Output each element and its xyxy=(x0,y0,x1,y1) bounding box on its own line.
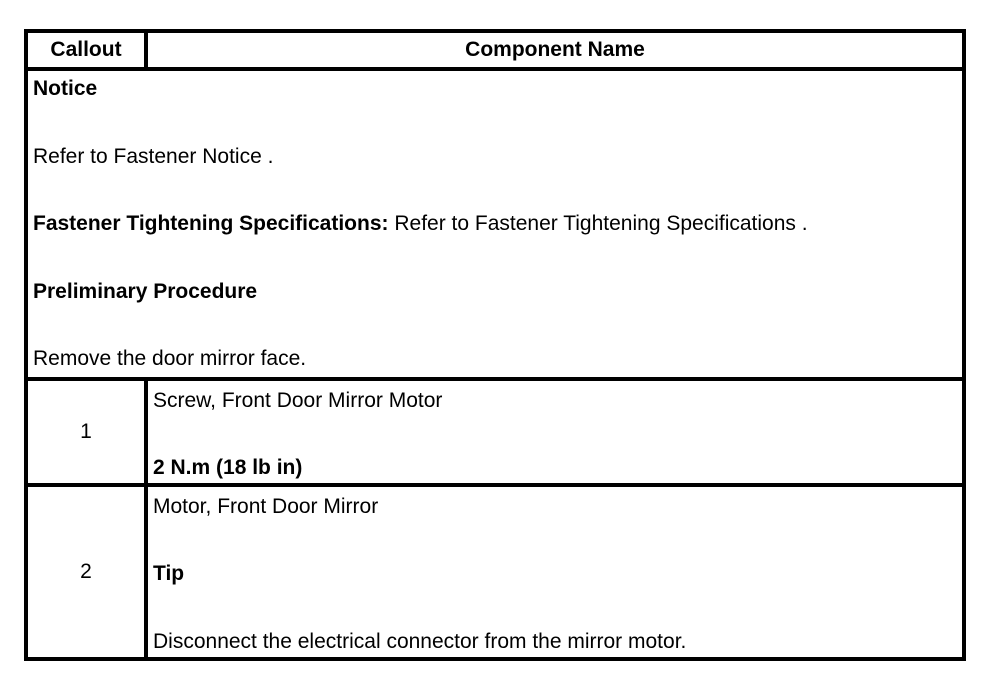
tip-text: Disconnect the electrical connector from the mirror motor. xyxy=(153,630,687,653)
notice-text: Refer to Fastener Notice . xyxy=(33,145,274,168)
notice-cell xyxy=(26,69,964,379)
component-cell xyxy=(146,379,964,485)
table-row xyxy=(26,379,964,485)
notice-row xyxy=(26,69,964,379)
component-name-header: Component Name xyxy=(146,31,964,69)
callout-header: Callout xyxy=(26,31,146,69)
header-row xyxy=(26,31,964,69)
preliminary-title: Preliminary Procedure xyxy=(33,280,258,303)
tip-title: Tip xyxy=(153,562,185,585)
callout-number: 2 xyxy=(26,485,146,659)
callout-number: 1 xyxy=(26,379,146,485)
component-cell xyxy=(146,485,964,659)
component-table xyxy=(24,29,966,661)
fastener-spec-line xyxy=(33,212,808,236)
torque-value: 2 N.m (18 lb in) xyxy=(153,456,303,479)
table-row xyxy=(26,485,964,659)
preliminary-text: Remove the door mirror face. xyxy=(33,347,307,370)
component-name: Motor, Front Door Mirror xyxy=(153,495,379,518)
component-name: Screw, Front Door Mirror Motor xyxy=(153,389,443,412)
fastener-spec-label: Fastener Tightening Specifications: xyxy=(33,212,389,235)
fastener-spec-text: Refer to Fastener Tightening Specifications . xyxy=(388,212,808,235)
notice-title: Notice xyxy=(33,77,98,100)
